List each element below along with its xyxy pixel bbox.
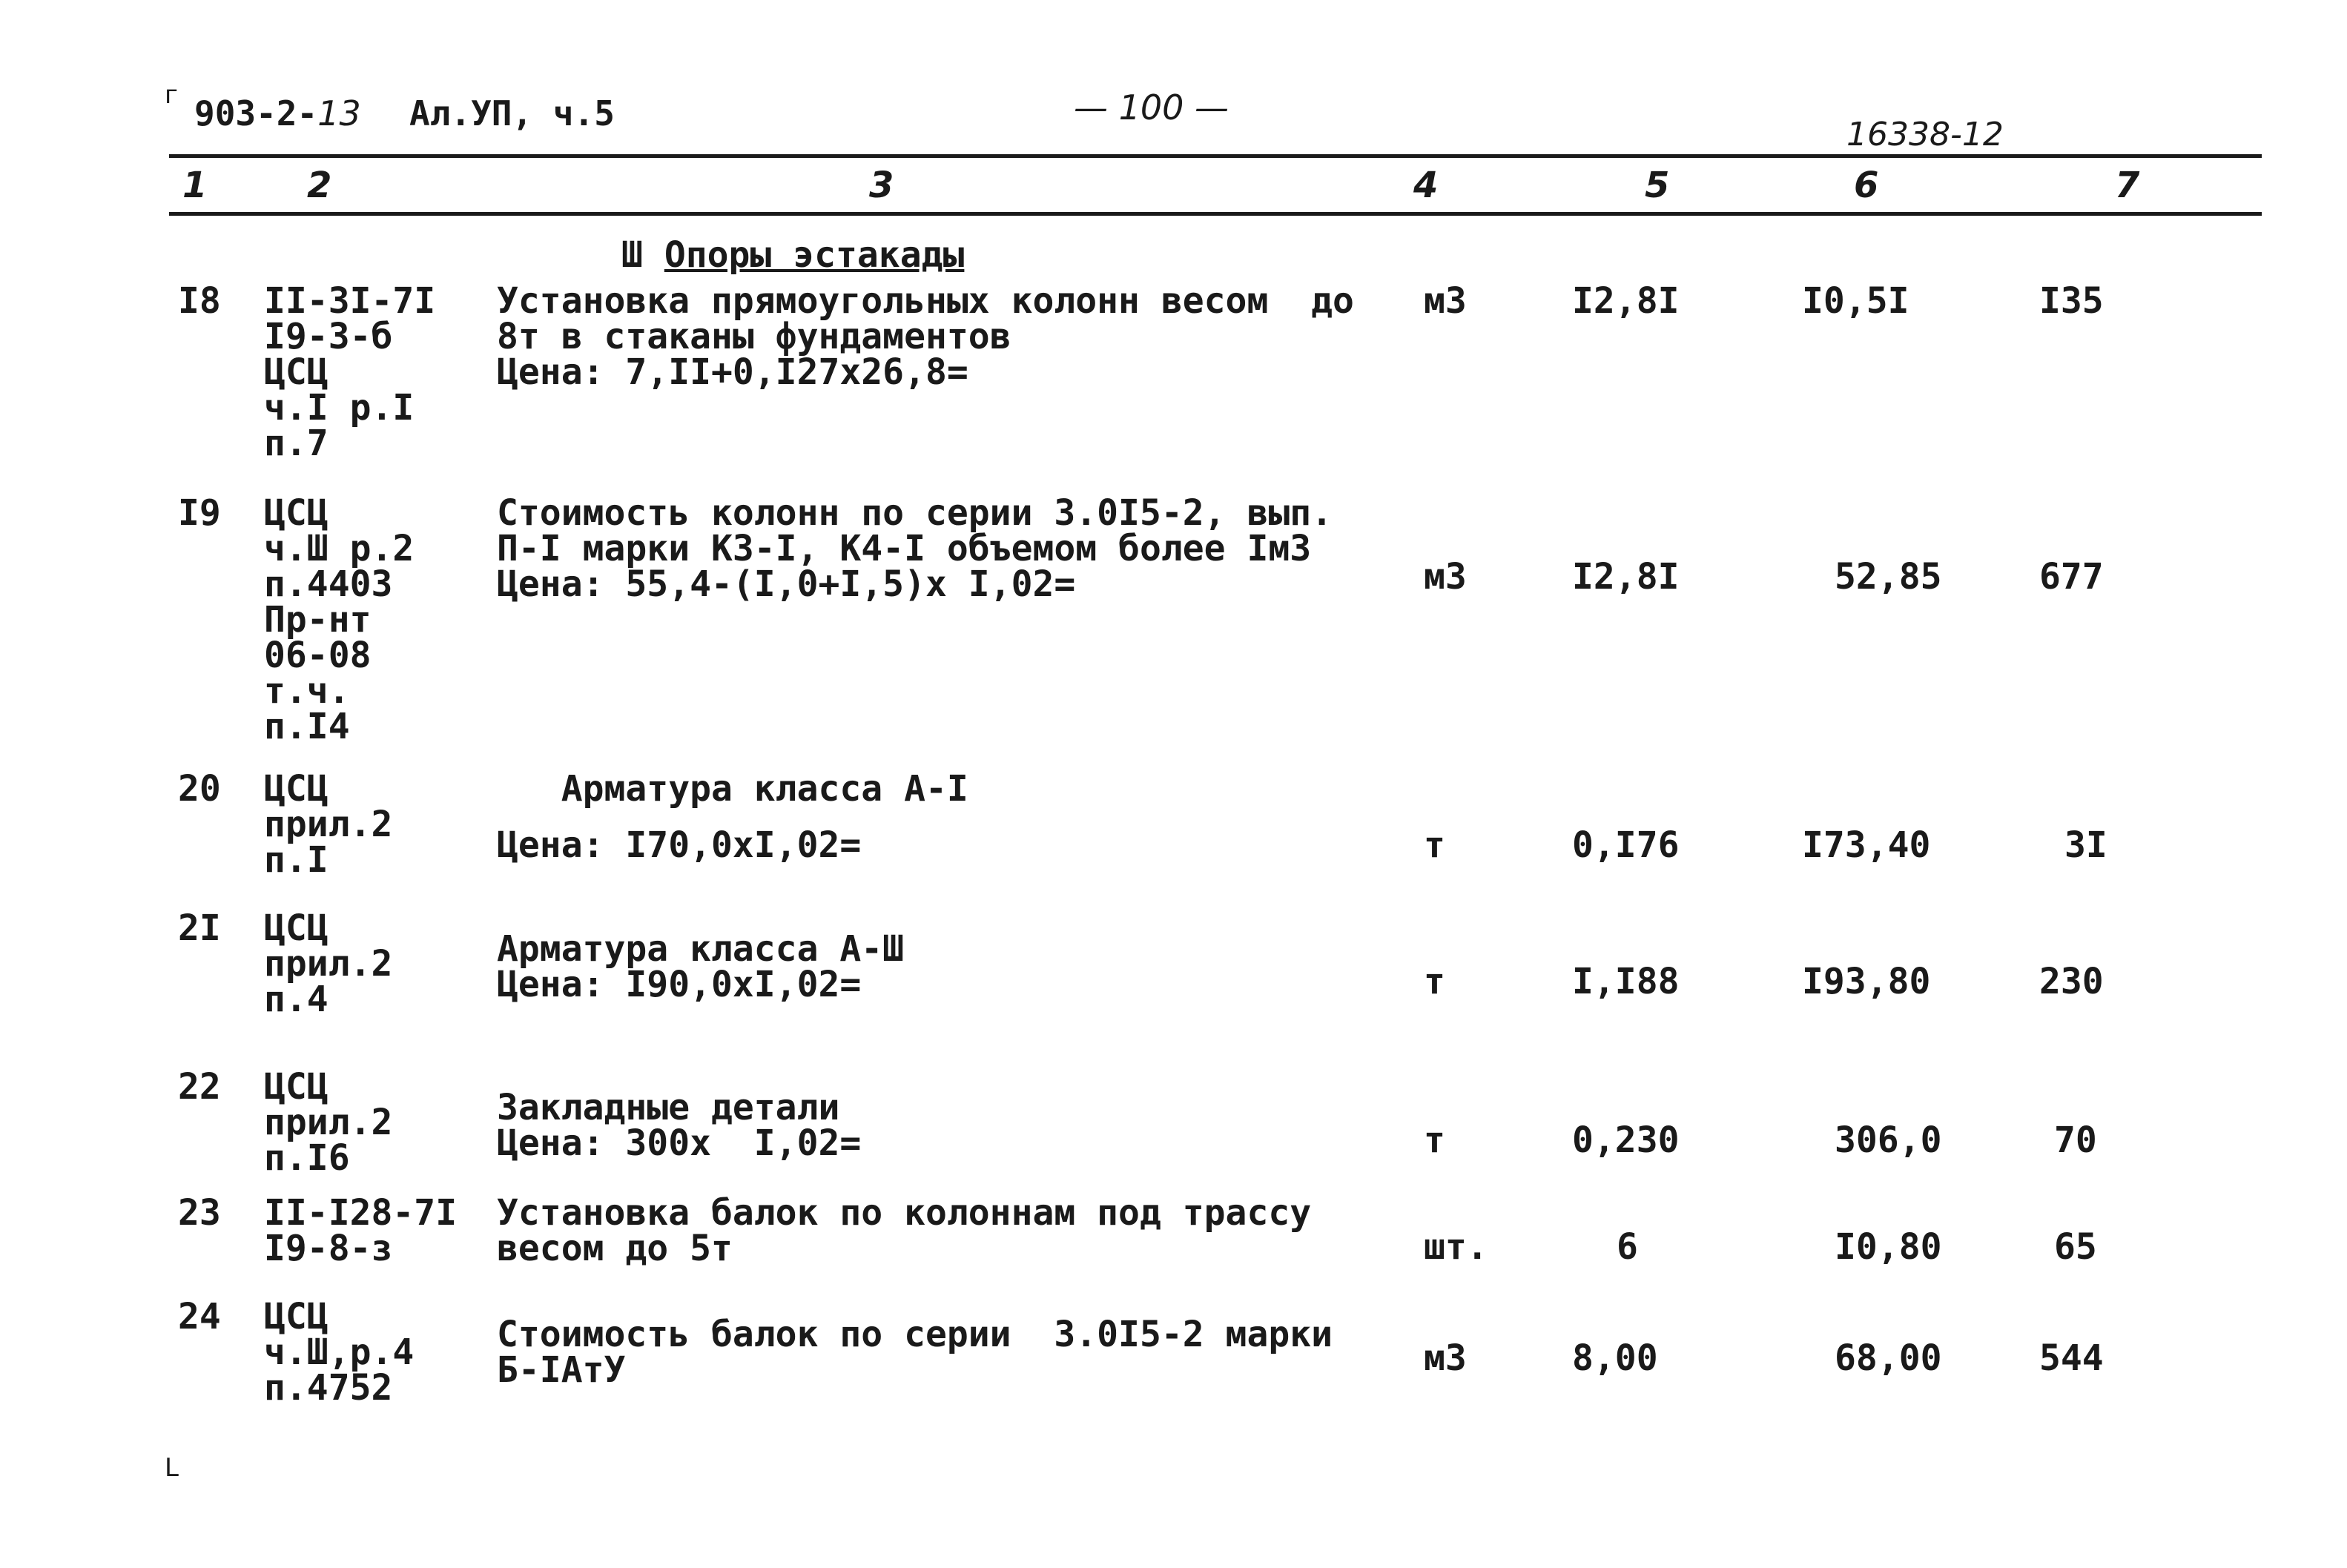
code-line: п.I4 — [264, 706, 350, 747]
row-code — [264, 280, 436, 464]
desc-line: Установка балок по колоннам под трассу — [497, 1192, 1312, 1234]
section-title: Опоры эстакады — [664, 234, 965, 276]
row-total: 677 — [2039, 556, 2104, 598]
row-quantity: I,I88 — [1572, 961, 1680, 1002]
desc-line: Цена: 300х I,02= — [497, 1122, 862, 1164]
row-quantity: 0,I76 — [1572, 824, 1680, 866]
code-line: ЦСЦ — [264, 351, 329, 393]
code-line: I9-3-б — [264, 316, 393, 357]
col-number-6: 6 — [1854, 165, 1879, 206]
section-roman: Ш — [621, 234, 643, 276]
doc-code-hand: 13 — [317, 93, 361, 133]
code-line: ч.I р.I — [264, 387, 415, 429]
col-number-4: 4 — [1413, 165, 1439, 206]
code-line: п.7 — [264, 423, 329, 464]
row-code — [264, 1296, 415, 1409]
row-total: 230 — [2039, 961, 2104, 1002]
row-quantity: I2,8I — [1572, 556, 1680, 598]
row-unit: т — [1424, 824, 1445, 866]
code-line: п.4752 — [264, 1367, 393, 1409]
col-number-2: 2 — [307, 165, 332, 206]
code-line: I9-8-з — [264, 1228, 393, 1269]
doc-code-prefix: 903-2- — [194, 93, 318, 133]
code-line: ЦСЦ — [264, 768, 329, 810]
row-price: 52,85 — [1835, 556, 1942, 598]
row-code — [264, 907, 393, 1020]
row-quantity: 8,00 — [1572, 1337, 1658, 1379]
row-price: 68,00 — [1835, 1337, 1942, 1379]
desc-line: Закладные детали — [497, 1087, 840, 1128]
code-line: ч.Ш,р.4 — [264, 1332, 415, 1373]
col-number-5: 5 — [1645, 165, 1670, 206]
desc-line: Арматура класса А-I — [497, 768, 968, 810]
row-price: I93,80 — [1802, 961, 1931, 1002]
code-line: 06-08 — [264, 635, 372, 676]
corner-mark-bottom: L — [165, 1453, 179, 1483]
row-number: 2I — [178, 907, 221, 949]
header-rule-bottom — [169, 212, 2262, 216]
row-total: 544 — [2039, 1337, 2104, 1379]
row-code — [264, 1192, 458, 1269]
code-line: Пр-нт — [264, 599, 372, 641]
col-number-1: 1 — [182, 165, 208, 206]
row-description — [497, 1087, 862, 1164]
row-price: 306,0 — [1835, 1119, 1942, 1161]
code-line: ЦСЦ — [264, 907, 329, 949]
row-total: 65 — [2054, 1226, 2097, 1268]
row-total: 70 — [2054, 1119, 2097, 1161]
row-total: I35 — [2039, 280, 2104, 322]
page-number: — 100 — — [1074, 87, 1229, 128]
row-description — [497, 1314, 1333, 1391]
desc-line: П-I марки КЗ-I, К4-I объемом более Iм3 — [497, 528, 1312, 569]
code-line: ЦСЦ — [264, 492, 329, 534]
section-heading — [621, 234, 964, 276]
sheet-id: 16338-12 — [1846, 116, 2004, 153]
row-code — [264, 768, 393, 881]
row-number: 23 — [178, 1192, 221, 1234]
code-line: II-I28-7I — [264, 1192, 458, 1234]
row-code — [264, 492, 415, 747]
code-line: ЦСЦ — [264, 1066, 329, 1108]
corner-mark-top: г — [165, 80, 178, 110]
code-line: п.I — [264, 839, 329, 881]
desc-line: весом до 5т — [497, 1228, 733, 1269]
code-line: прил.2 — [264, 1102, 393, 1143]
desc-line: Цена: I90,0хI,02= — [497, 964, 862, 1005]
code-line: прил.2 — [264, 943, 393, 985]
code-line: п.I6 — [264, 1137, 350, 1179]
row-unit: м3 — [1424, 556, 1467, 598]
row-total: 3I — [2064, 824, 2107, 866]
row-price: I0,5I — [1802, 280, 1909, 322]
row-description — [497, 280, 1354, 393]
code-line: ЦСЦ — [264, 1296, 329, 1337]
col-number-3: 3 — [869, 165, 894, 206]
doc-code — [194, 93, 361, 133]
code-line: II-3I-7I — [264, 280, 436, 322]
row-number: 24 — [178, 1296, 221, 1337]
desc-line: Цена: 55,4-(I,0+I,5)х I,02= — [497, 563, 1076, 605]
code-line: ч.Ш р.2 — [264, 528, 415, 569]
row-number: 20 — [178, 768, 221, 810]
row-quantity: I2,8I — [1572, 280, 1680, 322]
row-number: I9 — [178, 492, 221, 534]
desc-line: 8т в стаканы фундаментов — [497, 316, 1011, 357]
desc-line: Стоимость колонн по серии 3.0I5-2, вып. — [497, 492, 1333, 534]
desc-line: Цена: 7,II+0,I27х26,8= — [497, 351, 968, 393]
code-line: п.4403 — [264, 563, 393, 605]
row-number: I8 — [178, 280, 221, 322]
row-description — [497, 928, 905, 1005]
row-unit: т — [1424, 1119, 1445, 1161]
desc-line: Установка прямоугольных колонн весом до — [497, 280, 1354, 322]
code-line: прил.2 — [264, 804, 393, 845]
row-unit: т — [1424, 961, 1445, 1002]
row-code — [264, 1066, 393, 1179]
code-line: т.ч. — [264, 670, 350, 712]
header-rule-top — [169, 154, 2262, 158]
album-ref: Ал.УП, ч.5 — [409, 93, 615, 133]
row-description — [497, 1192, 1312, 1269]
row-unit: м3 — [1424, 1337, 1467, 1379]
code-line: п.4 — [264, 979, 329, 1020]
row-description — [497, 492, 1333, 605]
row-description — [497, 768, 968, 866]
row-unit: шт. — [1424, 1226, 1488, 1268]
desc-line: Стоимость балок по серии 3.0I5-2 марки — [497, 1314, 1333, 1355]
row-price: I73,40 — [1802, 824, 1931, 866]
row-quantity: 6 — [1617, 1226, 1638, 1268]
desc-line: Арматура класса А-Ш — [497, 928, 905, 970]
row-unit: м3 — [1424, 280, 1467, 322]
desc-line: Цена: I70,0хI,02= — [497, 824, 862, 866]
row-quantity: 0,230 — [1572, 1119, 1680, 1161]
desc-line: Б-IАтУ — [497, 1349, 626, 1391]
row-number: 22 — [178, 1066, 221, 1108]
row-price: I0,80 — [1835, 1226, 1942, 1268]
col-number-7: 7 — [2115, 165, 2140, 206]
